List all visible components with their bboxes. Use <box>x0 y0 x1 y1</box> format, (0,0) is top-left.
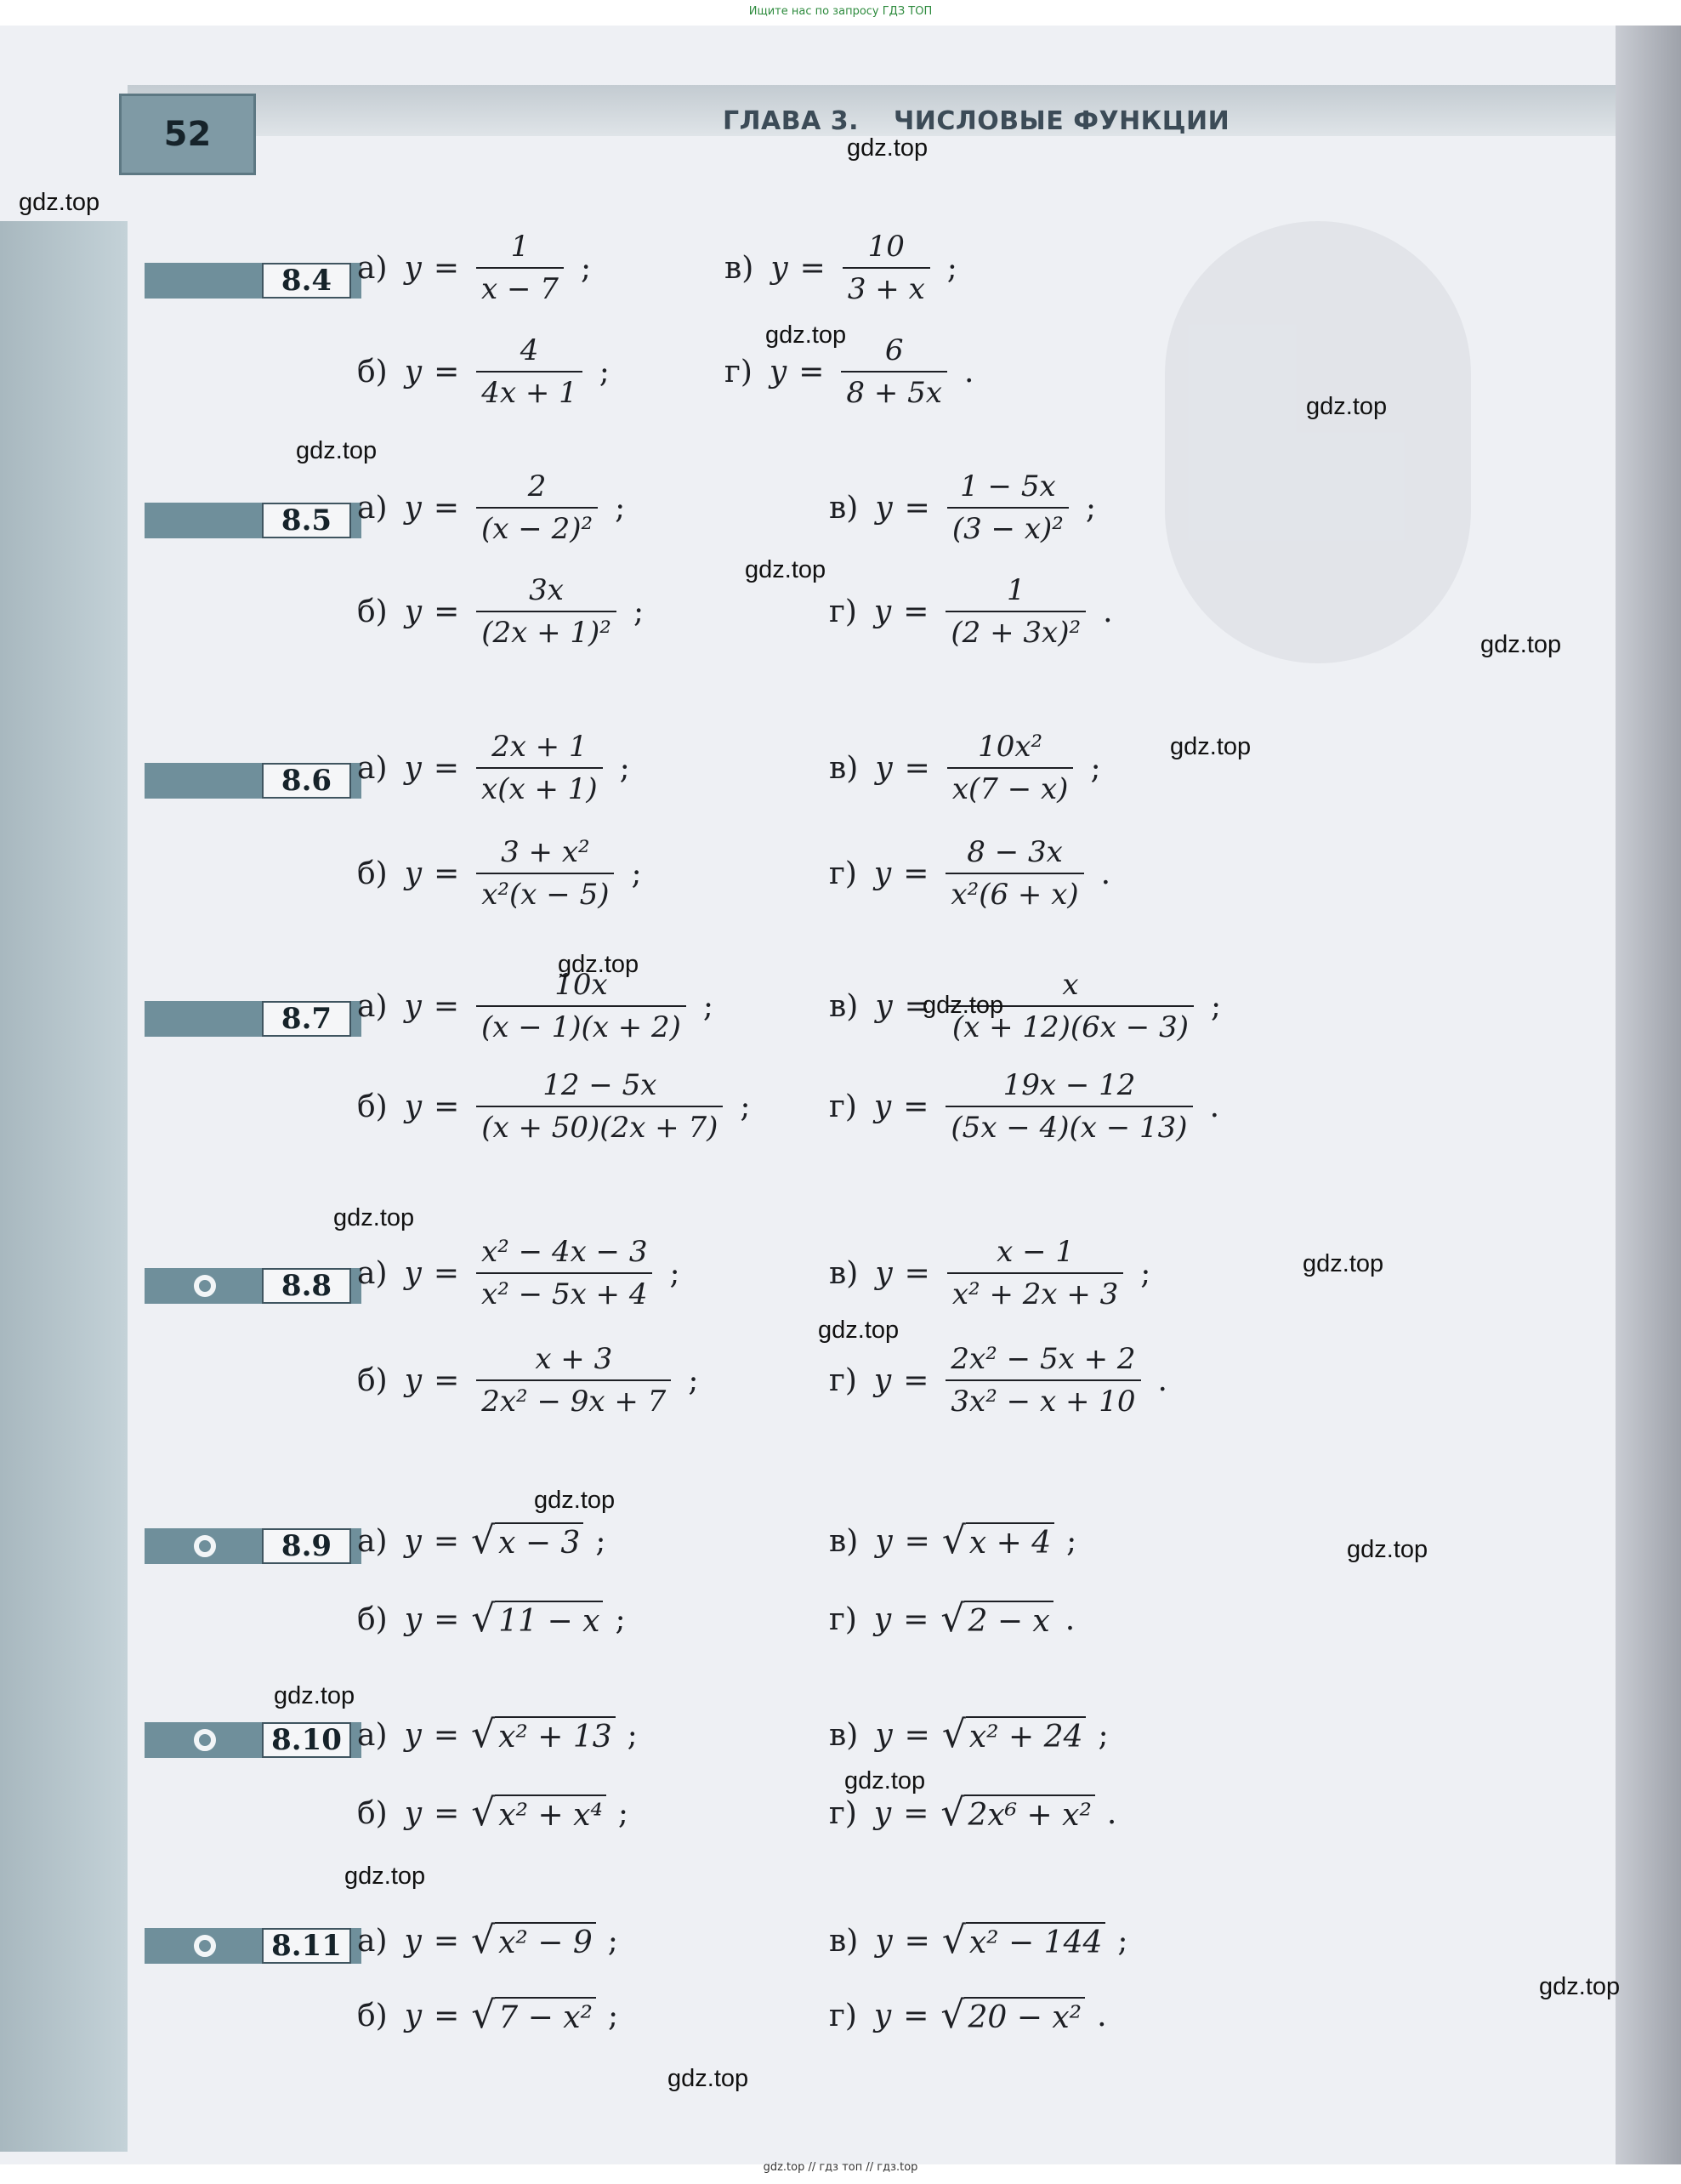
formula-item <box>724 333 974 410</box>
y-variable: y <box>404 1089 423 1124</box>
watermark: gdz.top <box>667 2065 749 2092</box>
equals-sign: = <box>903 1089 929 1124</box>
punctuation: ; <box>615 1602 626 1637</box>
y-variable: y <box>873 594 892 629</box>
y-variable: y <box>404 1602 423 1637</box>
equals-sign: = <box>433 1255 460 1291</box>
square-root <box>471 1919 596 1962</box>
page-number: 52 <box>119 94 256 175</box>
fraction <box>476 573 616 650</box>
watermark: gdz.top <box>1539 1973 1621 2000</box>
square-root <box>940 1993 1085 2037</box>
watermark: gdz.top <box>844 1767 926 1794</box>
equals-sign: = <box>434 1362 460 1398</box>
y-variable: y <box>875 1924 893 1959</box>
denominator: (x + 12)(6x − 3) <box>947 1005 1194 1044</box>
radicand: 2x⁶ + x² <box>964 1794 1094 1833</box>
punctuation: ; <box>1140 1255 1151 1291</box>
equals-sign: = <box>904 750 930 786</box>
problem-number: 8.8 <box>262 1268 351 1304</box>
item-label: в) <box>829 750 859 786</box>
equals-sign: = <box>433 250 460 286</box>
y-variable: y <box>404 1999 423 2033</box>
radical-icon: √ <box>941 1919 966 1962</box>
punctuation: ; <box>1085 490 1097 526</box>
formula-item <box>357 1597 626 1641</box>
watermark: gdz.top <box>1303 1250 1384 1277</box>
fraction <box>843 230 930 306</box>
formula-item <box>829 1791 1117 1834</box>
numerator: 8 − 3x <box>967 835 1063 869</box>
numerator: 1 <box>510 230 530 264</box>
denominator: x²(6 + x) <box>946 873 1083 912</box>
fraction <box>946 573 1086 650</box>
numerator: x <box>1062 968 1079 1002</box>
difficulty-circle-icon <box>194 1275 216 1297</box>
formula-item <box>829 835 1110 912</box>
item-label: г) <box>829 1796 857 1831</box>
problem-number: 8.11 <box>262 1928 351 1964</box>
punctuation: ; <box>688 1362 699 1398</box>
item-label: б) <box>357 594 388 629</box>
y-variable: y <box>404 354 423 390</box>
item-label: в) <box>829 1255 859 1291</box>
watermark: gdz.top <box>1480 631 1562 658</box>
punctuation: ; <box>633 594 645 629</box>
item-label: г) <box>829 856 857 891</box>
radical-icon: √ <box>940 1791 965 1834</box>
denominator: 3x² − x + 10 <box>946 1379 1140 1419</box>
formula-item <box>829 1342 1167 1419</box>
punctuation: ; <box>595 1524 606 1559</box>
numerator: x + 3 <box>535 1342 613 1376</box>
equals-sign: = <box>903 594 929 629</box>
item-label: а) <box>357 750 388 786</box>
denominator: x²(x − 5) <box>476 873 614 912</box>
numerator: 6 <box>884 333 904 367</box>
problem-number: 8.4 <box>262 263 351 299</box>
radical-icon: √ <box>941 1519 966 1562</box>
formula-item <box>357 835 642 912</box>
equals-sign: = <box>434 594 460 629</box>
watermark: gdz.top <box>1170 733 1252 760</box>
formula-item <box>829 573 1113 650</box>
radicand: 20 − x² <box>964 1997 1085 2035</box>
problem-number: 8.10 <box>262 1722 351 1758</box>
problem-number: 8.7 <box>262 1001 351 1037</box>
formula-item <box>829 968 1221 1044</box>
fraction <box>841 333 947 410</box>
punctuation: ; <box>615 490 626 526</box>
punctuation: . <box>1065 1602 1076 1637</box>
denominator: (3 − x)² <box>947 507 1069 546</box>
punctuation: ; <box>631 856 642 891</box>
radical-icon: √ <box>471 1713 496 1756</box>
item-label: г) <box>829 1602 857 1637</box>
fraction <box>946 1342 1140 1419</box>
item-label: б) <box>357 1362 388 1398</box>
item-label: б) <box>357 1602 388 1637</box>
equals-sign: = <box>433 750 460 786</box>
item-label: а) <box>357 988 388 1024</box>
y-variable: y <box>873 1602 892 1637</box>
formula-item <box>829 1597 1076 1641</box>
radicand: 2 − x <box>964 1601 1053 1639</box>
y-variable: y <box>404 856 423 891</box>
equals-sign: = <box>903 1796 929 1831</box>
square-root <box>941 1919 1106 1962</box>
equals-sign: = <box>434 1089 460 1124</box>
equals-sign: = <box>434 1796 460 1831</box>
denominator: (2x + 1)² <box>476 611 616 650</box>
watermark: gdz.top <box>818 1317 900 1344</box>
y-variable: y <box>770 250 788 286</box>
watermark: gdz.top <box>333 1204 415 1231</box>
punctuation: ; <box>619 750 630 786</box>
formula-item <box>357 573 644 650</box>
equals-sign: = <box>433 1924 460 1959</box>
y-variable: y <box>875 1718 893 1753</box>
punctuation: . <box>963 354 974 390</box>
punctuation: ; <box>580 250 592 286</box>
square-root <box>941 1713 1087 1756</box>
page-edge-shadow <box>1616 26 1681 2164</box>
y-variable: y <box>404 1362 423 1398</box>
item-label: г) <box>724 354 752 390</box>
radicand: x² + 13 <box>495 1716 616 1755</box>
radicand: x² + 24 <box>966 1716 1087 1755</box>
punctuation: . <box>1097 1999 1107 2033</box>
numerator: 2x + 1 <box>491 730 588 764</box>
numerator: 2x² − 5x + 2 <box>951 1342 1136 1376</box>
y-variable: y <box>875 988 893 1024</box>
item-label: а) <box>357 490 388 526</box>
numerator: 1 − 5x <box>960 469 1056 503</box>
bottom-note: gdz.top // гдз топ // гдз.top <box>763 2161 918 2174</box>
item-label: г) <box>829 1362 857 1398</box>
y-variable: y <box>769 354 787 390</box>
fraction <box>476 1068 723 1145</box>
formula-item <box>829 1235 1150 1311</box>
watermark: gdz.top <box>296 437 378 464</box>
fraction <box>476 1235 652 1311</box>
formula-item <box>357 469 625 546</box>
equals-sign: = <box>904 1524 930 1559</box>
chapter-heading <box>723 106 1230 136</box>
equals-sign: = <box>904 1255 930 1291</box>
radicand: 7 − x² <box>495 1997 596 2035</box>
equals-sign: = <box>903 1999 929 2033</box>
formula-item <box>357 1713 638 1756</box>
item-label: в) <box>829 490 859 526</box>
equals-sign: = <box>904 988 930 1024</box>
numerator: 3x <box>529 573 564 607</box>
numerator: x − 1 <box>997 1235 1075 1269</box>
item-label: в) <box>829 1524 859 1559</box>
numerator: 12 − 5x <box>542 1068 657 1102</box>
radicand: x − 3 <box>495 1522 583 1561</box>
formula-item <box>357 1791 628 1834</box>
square-root <box>940 1597 1053 1641</box>
y-variable: y <box>873 856 892 891</box>
equals-sign: = <box>433 490 460 526</box>
radical-icon: √ <box>940 1597 965 1641</box>
show-through-ghost <box>1165 221 1471 663</box>
denominator: 3 + x <box>843 267 930 306</box>
formula-item <box>357 1342 698 1419</box>
y-variable: y <box>873 1362 892 1398</box>
punctuation: . <box>1103 594 1113 629</box>
difficulty-circle-icon <box>194 1729 216 1751</box>
equals-sign: = <box>433 988 460 1024</box>
radical-icon: √ <box>471 1597 496 1641</box>
difficulty-circle-icon <box>194 1935 216 1957</box>
watermark: gdz.top <box>19 189 100 216</box>
punctuation: ; <box>1210 988 1222 1024</box>
numerator: 1 <box>1006 573 1025 607</box>
fraction <box>947 1235 1123 1311</box>
formula-item <box>357 730 630 806</box>
radicand: 11 − x <box>495 1601 603 1639</box>
equals-sign: = <box>434 856 460 891</box>
square-root <box>940 1791 1094 1834</box>
left-margin-band <box>0 221 128 2152</box>
item-label: г) <box>829 1999 857 2033</box>
denominator: (x + 50)(2x + 7) <box>476 1106 723 1145</box>
item-label: б) <box>357 354 388 390</box>
formula-item <box>829 1519 1077 1562</box>
punctuation: ; <box>1066 1524 1077 1559</box>
formula-item <box>829 1068 1219 1145</box>
item-label: в) <box>724 250 754 286</box>
fraction <box>476 230 564 306</box>
numerator: 10x² <box>978 730 1043 764</box>
fraction <box>946 1068 1192 1145</box>
punctuation: . <box>1157 1362 1167 1398</box>
denominator: x(7 − x) <box>947 767 1074 806</box>
y-variable: y <box>873 1796 892 1831</box>
y-variable: y <box>404 1796 423 1831</box>
formula-item <box>357 1068 751 1145</box>
square-root <box>471 1519 583 1562</box>
numerator: 4 <box>520 333 539 367</box>
denominator: 2x² − 9x + 7 <box>476 1379 671 1419</box>
denominator: x² − 5x + 4 <box>476 1272 652 1311</box>
y-variable: y <box>875 1524 893 1559</box>
equals-sign: = <box>903 1602 929 1637</box>
watermark: gdz.top <box>847 134 929 162</box>
watermark: gdz.top <box>765 321 847 349</box>
formula-item <box>357 333 610 410</box>
square-root <box>471 1713 616 1756</box>
radicand: x + 4 <box>966 1522 1054 1561</box>
punctuation: ; <box>617 1796 628 1831</box>
item-label: а) <box>357 1524 388 1559</box>
fraction <box>476 835 614 912</box>
difficulty-circle-icon <box>194 1535 216 1557</box>
item-label: б) <box>357 1796 388 1831</box>
radical-icon: √ <box>471 1791 496 1834</box>
watermark: gdz.top <box>1347 1536 1428 1563</box>
watermark: gdz.top <box>344 1863 426 1890</box>
problem-number: 8.6 <box>262 763 351 799</box>
punctuation: ; <box>607 1999 619 2033</box>
numerator: 10x <box>554 968 608 1002</box>
y-variable: y <box>404 250 422 286</box>
y-variable: y <box>404 1524 422 1559</box>
numerator: 3 + x² <box>501 835 590 869</box>
radicand: x² + x⁴ <box>495 1794 606 1833</box>
square-root <box>941 1519 1054 1562</box>
denominator: (x − 2)² <box>476 507 598 546</box>
y-variable: y <box>873 1999 892 2033</box>
item-label: в) <box>829 1924 859 1959</box>
y-variable: y <box>875 750 893 786</box>
item-label: б) <box>357 856 388 891</box>
formula-item <box>829 1993 1107 2037</box>
punctuation: . <box>1209 1089 1220 1124</box>
formula-item <box>357 1519 606 1562</box>
y-variable: y <box>404 1718 422 1753</box>
y-variable: y <box>404 490 422 526</box>
fraction <box>476 1342 671 1419</box>
numerator: x² − 4x − 3 <box>481 1235 648 1269</box>
chapter-title: ЧИСЛОВЫЕ ФУНКЦИИ <box>894 106 1230 136</box>
watermark: gdz.top <box>745 556 826 583</box>
punctuation: ; <box>1090 750 1101 786</box>
watermark: gdz.top <box>274 1682 355 1709</box>
formula-item <box>357 1919 618 1962</box>
denominator: (x − 1)(x + 2) <box>476 1005 686 1044</box>
formula-item <box>357 1235 680 1311</box>
formula-item <box>357 1993 619 2037</box>
item-label: а) <box>357 250 388 286</box>
item-label: г) <box>829 1089 857 1124</box>
item-label: а) <box>357 1718 388 1753</box>
punctuation: ; <box>627 1718 638 1753</box>
equals-sign: = <box>904 490 930 526</box>
y-variable: y <box>404 1924 422 1959</box>
formula-item <box>829 730 1101 806</box>
item-label: б) <box>357 1089 388 1124</box>
radical-icon: √ <box>471 1519 496 1562</box>
top-note: Ищите нас по запросу ГДЗ ТОП <box>748 5 933 18</box>
radicand: x² − 9 <box>495 1922 596 1960</box>
radical-icon: √ <box>941 1713 966 1756</box>
denominator: x(x + 1) <box>476 767 603 806</box>
punctuation: . <box>1106 1796 1117 1831</box>
denominator: (2 + 3x)² <box>946 611 1086 650</box>
fraction <box>947 469 1069 546</box>
fraction <box>476 730 603 806</box>
fraction <box>476 333 582 410</box>
radical-icon: √ <box>940 1993 965 2037</box>
punctuation: ; <box>946 250 957 286</box>
radicand: x² − 144 <box>966 1922 1106 1960</box>
punctuation: ; <box>599 354 610 390</box>
equals-sign: = <box>434 1602 460 1637</box>
y-variable: y <box>404 1255 422 1291</box>
formula-item <box>724 230 957 306</box>
watermark: gdz.top <box>534 1487 616 1514</box>
radical-icon: √ <box>471 1919 496 1962</box>
watermark: gdz.top <box>1306 393 1388 420</box>
fraction <box>946 835 1083 912</box>
problem-number: 8.5 <box>262 503 351 538</box>
equals-sign: = <box>903 856 929 891</box>
punctuation: ; <box>669 1255 680 1291</box>
denominator: x² + 2x + 3 <box>947 1272 1123 1311</box>
fraction <box>476 469 598 546</box>
square-root <box>471 1597 603 1641</box>
item-label: г) <box>829 594 857 629</box>
denominator: 4x + 1 <box>476 371 582 410</box>
item-label: в) <box>829 988 859 1024</box>
square-root <box>471 1993 596 2037</box>
y-variable: y <box>875 1255 893 1291</box>
denominator: (5x − 4)(x − 13) <box>946 1106 1192 1145</box>
punctuation: ; <box>1117 1924 1128 1959</box>
item-label: а) <box>357 1255 388 1291</box>
item-label: б) <box>357 1999 388 2033</box>
numerator: 10 <box>867 230 905 264</box>
item-label: а) <box>357 1924 388 1959</box>
problem-number: 8.9 <box>262 1528 351 1564</box>
equals-sign: = <box>904 1924 930 1959</box>
punctuation: ; <box>702 988 714 1024</box>
formula-item <box>829 1713 1109 1756</box>
fraction <box>947 730 1074 806</box>
radical-icon: √ <box>471 1993 496 2037</box>
formula-item <box>829 1919 1128 1962</box>
formula-item <box>829 469 1096 546</box>
watermark: gdz.top <box>558 951 639 978</box>
fraction <box>476 968 686 1044</box>
watermark: gdz.top <box>923 992 1004 1019</box>
formula-item <box>357 968 713 1044</box>
equals-sign: = <box>904 1718 930 1753</box>
denominator: x − 7 <box>476 267 564 306</box>
punctuation: ; <box>740 1089 751 1124</box>
equals-sign: = <box>434 1999 460 2033</box>
punctuation: ; <box>607 1924 618 1959</box>
formula-item <box>357 230 591 306</box>
equals-sign: = <box>433 1718 460 1753</box>
equals-sign: = <box>434 354 460 390</box>
equals-sign: = <box>798 354 825 390</box>
y-variable: y <box>875 490 893 526</box>
chapter-label: ГЛАВА 3. <box>723 106 860 136</box>
punctuation: ; <box>1098 1718 1109 1753</box>
denominator: 8 + 5x <box>841 371 947 410</box>
numerator: 2 <box>527 469 547 503</box>
y-variable: y <box>873 1089 892 1124</box>
punctuation: . <box>1100 856 1111 891</box>
equals-sign: = <box>799 250 826 286</box>
item-label: в) <box>829 1718 859 1753</box>
y-variable: y <box>404 750 422 786</box>
equals-sign: = <box>903 1362 929 1398</box>
equals-sign: = <box>433 1524 460 1559</box>
square-root <box>471 1791 606 1834</box>
numerator: 19x − 12 <box>1002 1068 1136 1102</box>
y-variable: y <box>404 988 422 1024</box>
y-variable: y <box>404 594 423 629</box>
